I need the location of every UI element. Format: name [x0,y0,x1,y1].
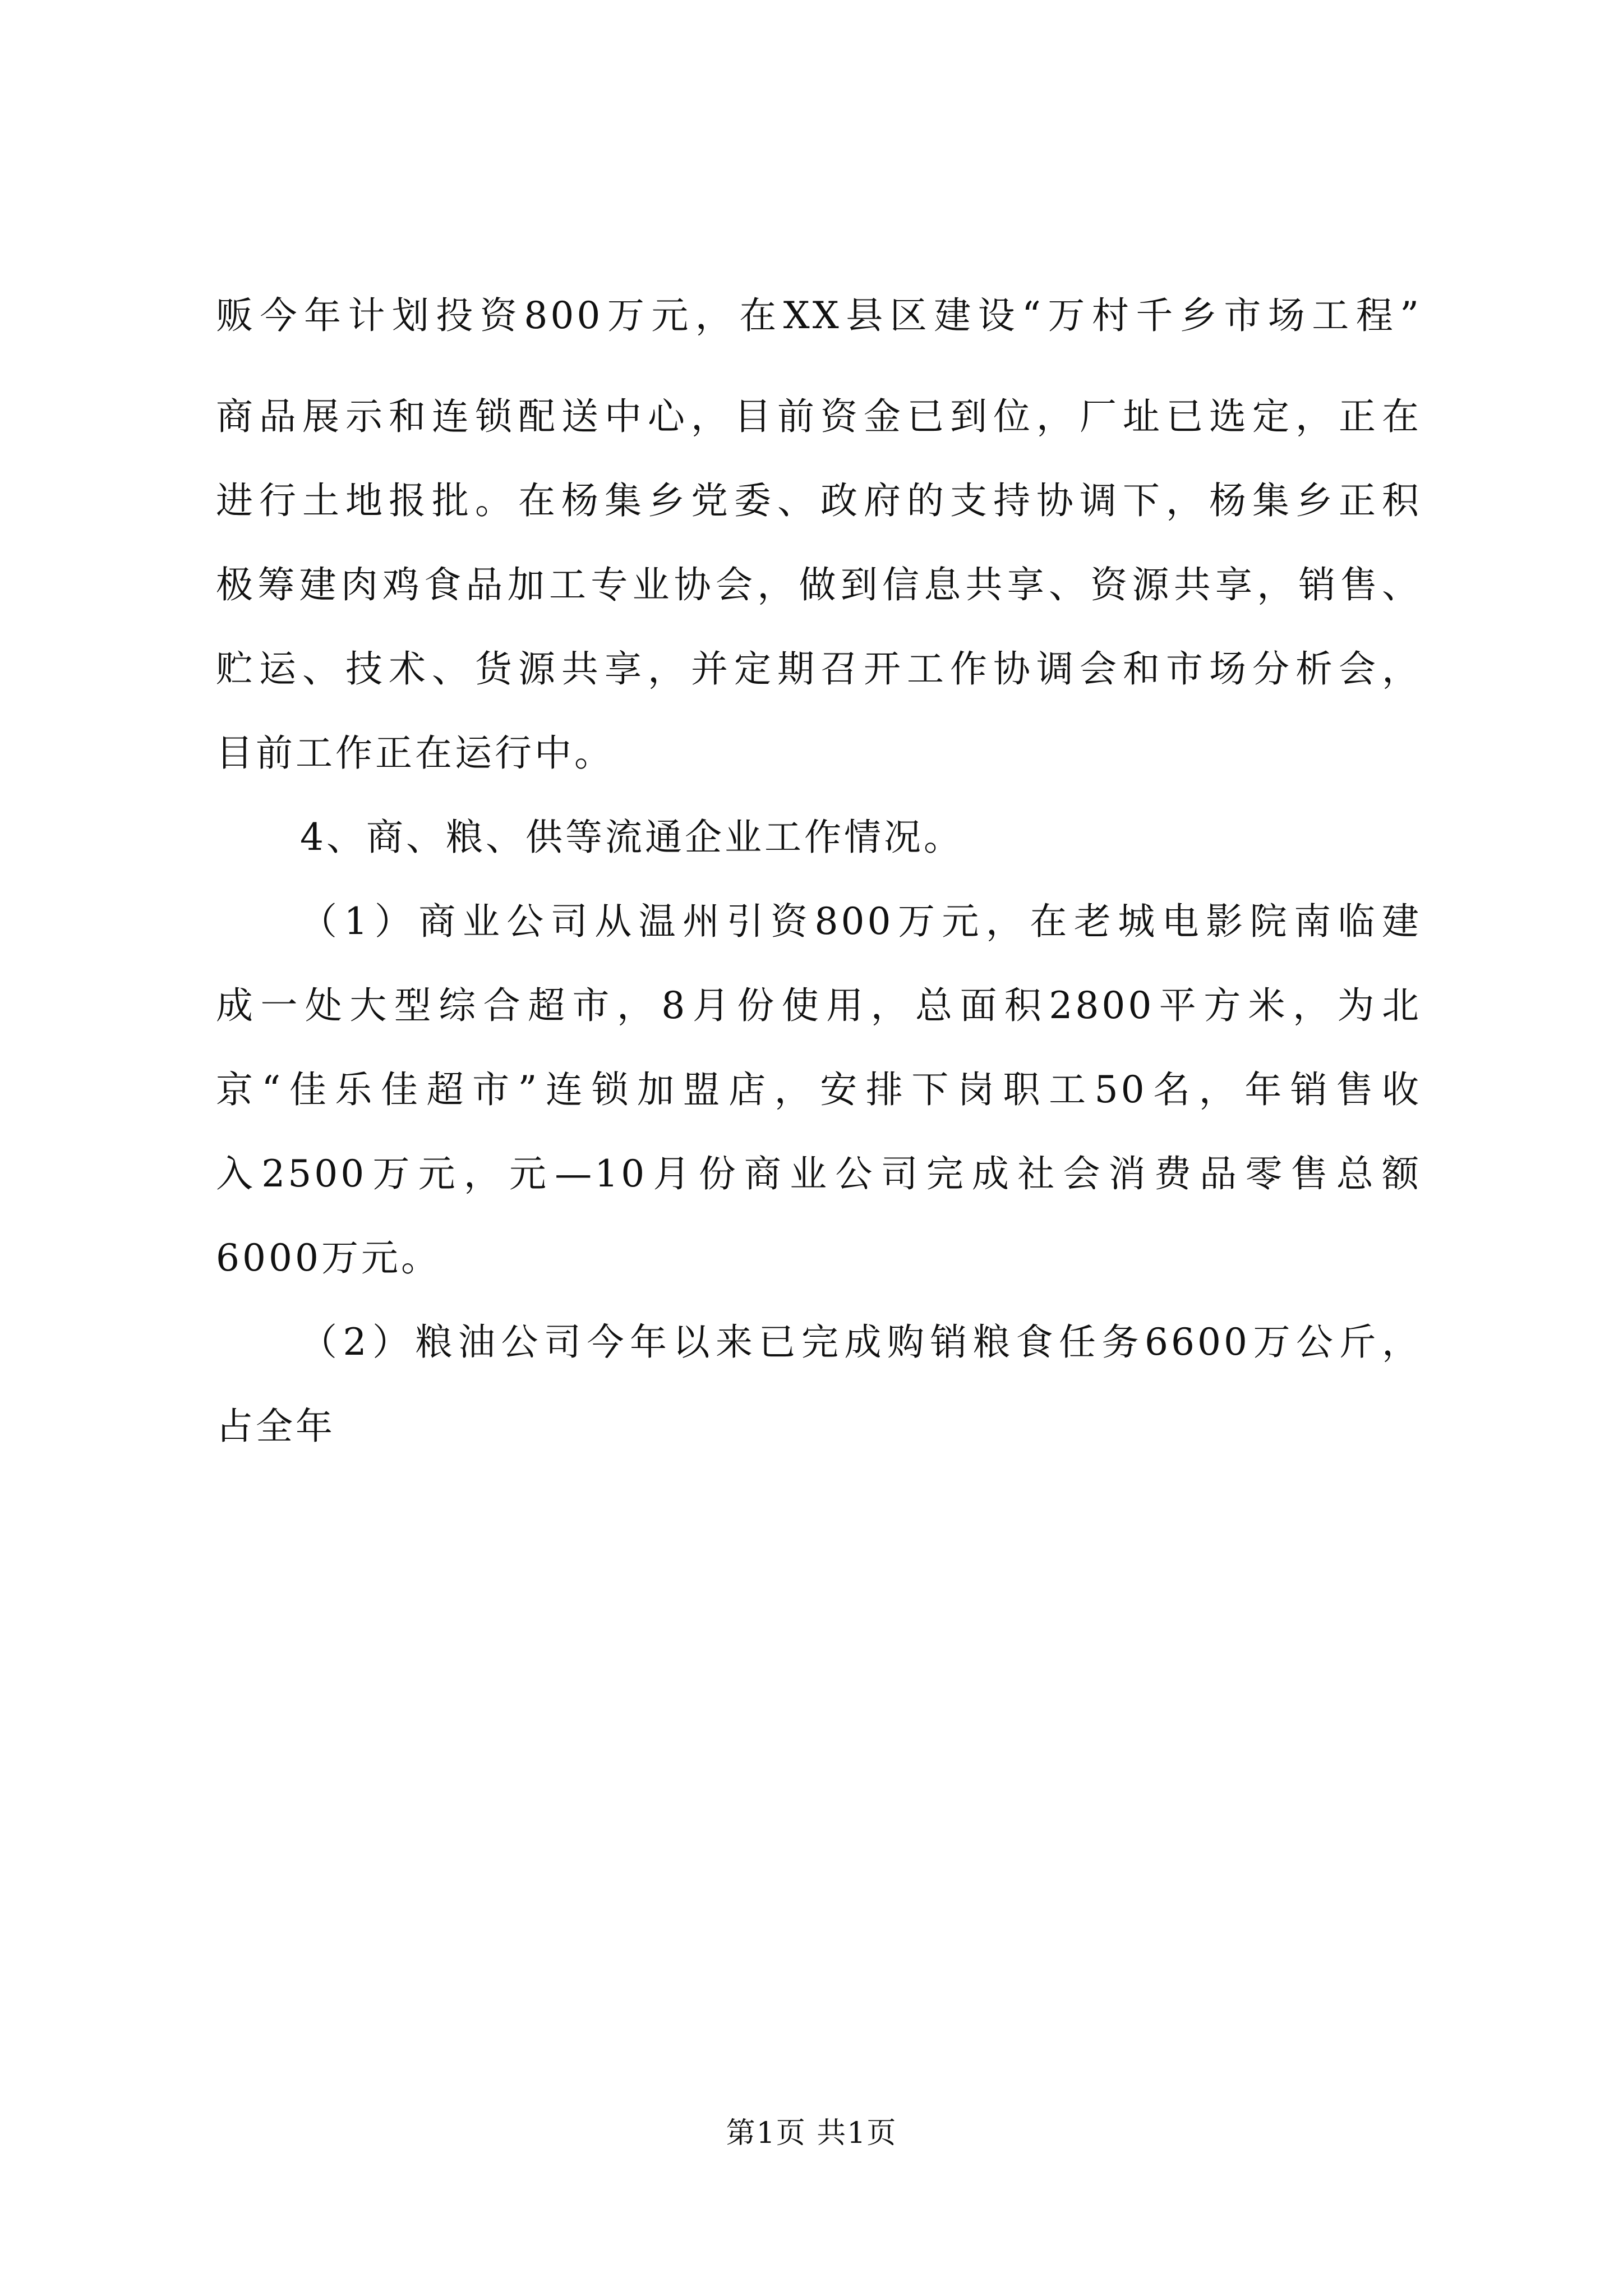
text-line: 京“佳乐佳超市”连锁加盟店，安排下岗职工50名，年销售收 [216,1068,1422,1111]
text-line: 占全年 [216,1405,335,1448]
text-line: 进行土地报批。在杨集乡党委、政府的支持协调下，杨集乡正积 [216,479,1422,522]
text-line: 贮运、技术、货源共享，并定期召开工作协调会和市场分析会， [216,647,1422,691]
text-line: 6000万元。 [216,1236,441,1280]
text-line: 商品展示和连锁配送中心，目前资金已到位，厂址已选定，正在 [216,395,1422,438]
text-line: 入2500万元，元—10月份商业公司完成社会消费品零售总额 [216,1152,1422,1195]
section-heading: 4、商、粮、供等流通企业工作情况。 [300,816,963,859]
page-footer: 第1页 共1页 [726,2116,897,2150]
text-line: 贩今年计划投资800万元，在XX县区建设“万村千乡市场工程” [216,294,1422,337]
text-line: 成一处大型综合超市，8月份使用，总面积2800平方米，为北 [216,984,1422,1027]
text-line: 目前工作正在运行中。 [216,731,614,775]
text-line: （2）粮油公司今年以来已完成购销粮食任务6600万公斤， [300,1320,1422,1364]
text-line: 极筹建肉鸡食品加工专业协会，做到信息共享、资源共享，销售、 [216,563,1422,606]
text-line: （1）商业公司从温州引资800万元，在老城电影院南临建 [300,900,1422,943]
